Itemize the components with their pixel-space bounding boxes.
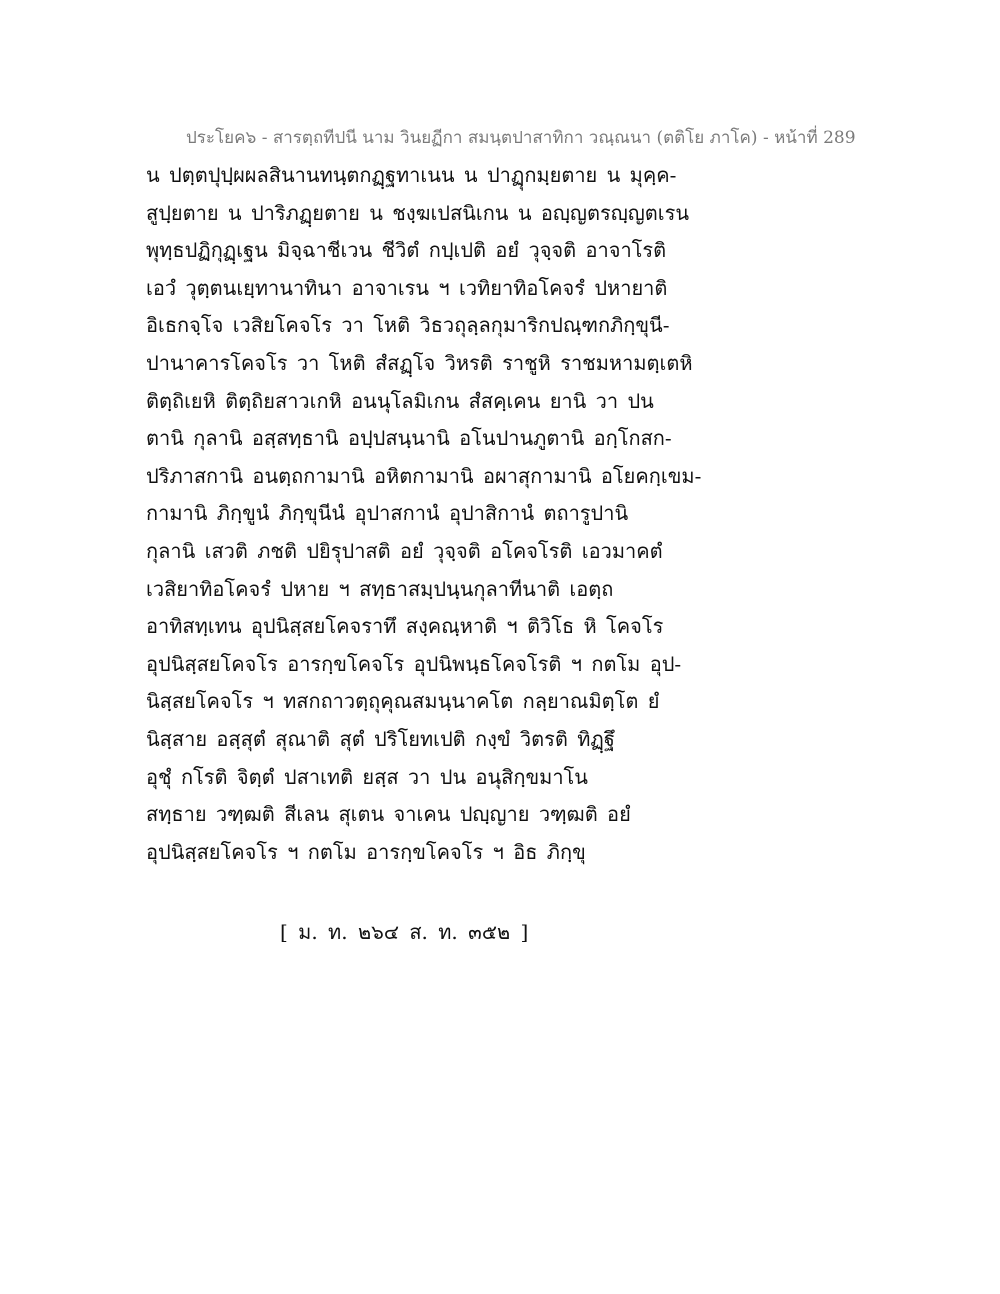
body-text [146,157,766,871]
text-line: กามานิ ภิกฺขูนํ ภิกฺขุนีนํ อุปาสกานํ อุปาสิกานํ ตถารูปานิ [146,501,629,526]
text-line: นิสฺสาย อสฺสุตํ สุณาติ สุตํ ปริโยทเปติ กงฺขํ วิตรติ ทิฏฺฐึ [146,726,615,751]
text-line: กุลานิ เสวติ ภชติ ปยิรุปาสติ อยํ วุจฺจติ อโคจโรติ เอวมาคตํ [146,538,663,563]
text-line: เวสิยาทิอโคจรํ ปหาย ฯ สทฺธาสมฺปนฺนกุลาทีนาติ เอตฺถ [146,576,614,601]
text-line: ปริภาสกานิ อนตฺถกามานิ อหิตกามานิ อผาสุกามานิ อโยคกฺเขม- [146,463,702,488]
text-line: อุชุํ กโรติ จิตฺตํ ปสาเทติ ยสฺส วา ปน อนุสิกฺขมาโน [146,764,588,789]
text-line: สทฺธาย วฑฺฒติ สีเลน สุเตน จาเคน ปญฺญาย วฑฺฒติ อยํ [146,802,631,827]
text-line: เอวํ วุตฺตนเยฺทานาทินา อาจาเรน ฯ เวทิยาทิอโคจรํ ปหายาติ [146,275,668,300]
text-line: อิเธกจฺโจ เวสิยโคจโร วา โหติ วิธวถุลฺลกุมาริกปณฺฑกภิกฺขุนี- [146,313,670,338]
text-line: ปานาคารโคจโร วา โหติ สํสฏฺโจ วิหรติ ราชูหิ ราชมหามตฺเตหิ [146,350,693,375]
page-header: ประโยค๖ - สารตฺถทีปนี นาม วินยฏีกา สมนฺตปาสาทิกา วณฺณนา (ตติโย ภาโค) - หน้าที่ 289 [186,128,856,148]
text-line: อาทิสทฺเทน อุปนิสฺสยโคจราทึ สงฺคณฺหาติ ฯ ติวิโธ หิ โคจโร [146,614,664,639]
text-line: ตานิ กุลานิ อสฺสทฺธานิ อปฺปสนฺนานิ อโนปานภูตานิ อกฺโกสก- [146,426,672,451]
text-line: น ปตฺตปุปฺผผลสินานทนฺตกฏฺฐทาเนน น ปาฏุกมฺยตาย น มุคฺค- [146,163,677,187]
text-line: พุทฺธปฏิกุฏฺเฐน มิจฺฉาชีเวน ชีวิตํ กปฺเปติ อยํ วุจฺจติ อาจาโรติ [146,238,667,263]
text-line: นิสฺสยโคจโร ฯ ทสกถาวตฺถุคุณสมนฺนาคโต กลฺยาณมิตฺโต ยํ [146,689,660,714]
text-line: สูปฺยตาย น ปาริภฏฺยตาย น ชงฺฆเปสนิเกน น อญฺญตรญฺญตเรน [146,200,690,225]
page-reference: [ ม. ท. ๒๖๔ ส. ท. ๓๕๒ ] [280,920,529,944]
text-line: อุปนิสฺสยโคจโร ฯ กตโม อารกฺขโคจโร ฯ อิธ ภิกฺขุ [146,839,586,864]
text-line: อุปนิสฺสยโคจโร อารกฺขโคจโร อุปนิพนฺธโคจโรติ ฯ กตโม อุป- [146,651,682,676]
text-line: ติตฺถิเยหิ ติตฺถิยสาวเกหิ อนนุโลมิเกน สํสคฺเคน ยานิ วา ปน [146,388,654,413]
